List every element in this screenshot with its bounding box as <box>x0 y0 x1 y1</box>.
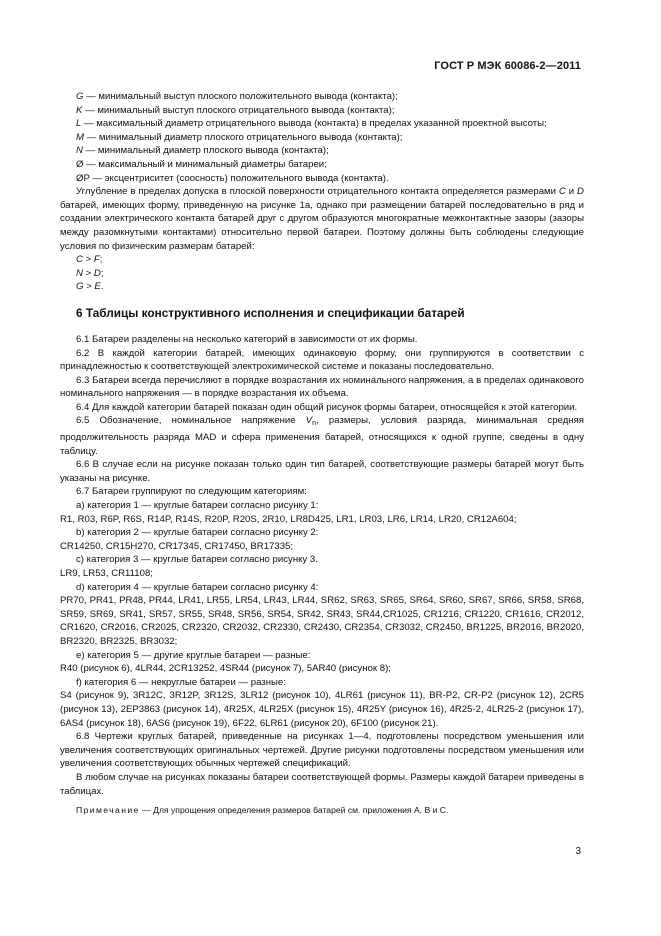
symbol-eccentricity: ØP <box>76 172 90 184</box>
category-3-list: LR9, LR53, CR11108; <box>60 568 153 579</box>
definition-m: M — минимальный диаметр плоского отрицательного вывода (контакта); <box>76 131 403 143</box>
category-2-title: b) категория 2 — круглые батареи согласно рисунку 2: <box>76 527 319 539</box>
page-body <box>60 90 584 818</box>
symbol-l: L <box>76 118 82 130</box>
category-4-title: d) категория 4 — круглые батареи согласно рисунку 4: <box>76 581 319 593</box>
symbol-g: G <box>76 91 84 102</box>
page-number: 3 <box>575 846 581 857</box>
category-6-list: S4 (рисунок 9), 3R12C, 3R12P, 3R12S, 3LR12 (рисунок 10), 4LR61 (рисунок 11), BR-P2, CR-P2 (рисунок 12), 2CR5 (рисунок 13), 2EP3863 (рисунок 14), 4R25X, 4LR25X (рисунок 15), 4R25Y (рисунок 16), 4R25-2, 4LR25-2 (рисунок 17), 6AS4 (рисунок 18), 6AS6 (рисунок 19), 6F22, 6LR61 (рисунок 20), 6F100 (рисунок 21). <box>60 690 584 729</box>
definition-n: N — минимальный диаметр плоского вывода (контакта); <box>76 145 329 157</box>
definition-g: G — минимальный выступ плоского положительного вывода (контакта); <box>76 91 398 102</box>
condition-2: N > D; <box>76 267 104 279</box>
symbol-diameter: Ø <box>76 158 84 170</box>
category-6-title: f) категория 6 — некруглые батареи — разные: <box>76 676 286 688</box>
category-4-list: PR70, PR41, PR48, PR44, LR41, LR55, LR54, LR43, LR44, SR62, SR63, SR65, SR64, SR60, SR67, SR66, SR58, SR68, SR59, SR69, SR41, SR57, SR55, SR48, SR56, SR54, SR42, SR43, SR44,CR1025, CR1216, CR1220, CR1616, CR2012, CR1620, CR2016, CR2025, CR2320, CR2032, CR2330, CR2430, CR2354, CR3032, CR2450, BR1225, BR2016, BR2020, BR2320, BR2325, BR3032; <box>60 595 584 647</box>
definition-eccentricity: ØP — эксцентриситет (соосность) положительного вывода (контакта). <box>76 172 389 184</box>
category-5-title: e) категория 5 — другие круглые батареи — разные: <box>76 649 311 661</box>
category-2-list: CR14250, CR15H270, CR17345, CR17450, BR17335; <box>60 540 294 552</box>
paragraph-6-7: 6.7 Батареи группируют по следующим категориям: <box>76 486 307 498</box>
paragraph-6-2: 6.2 В каждой категории батарей, имеющих одинаковую форму, они группируются в соответствии с принадлежностью к соответствующей электрохимической системе и показаны последовательно. <box>60 347 584 373</box>
paragraph-any-case: В любом случае на рисунках показаны батареи соответствующей формы. Размеры каждой батареи приведены в таблицах. <box>60 771 584 797</box>
symbol-m: M <box>76 131 84 143</box>
note-text: — Для упрощения определения размеров батарей см. приложения А, В и С. <box>139 805 449 816</box>
paragraph-6-5: 6.5 Обозначение, номинальное напряжение $V_n$, размеры, условия разряда, минимальная средняя продолжительность разряда MAD и сфера применения батарей, относящихся к одной группе, сведены в одну таблицу. <box>60 415 584 457</box>
paragraph-6-1: 6.1 Батареи разделены на несколько категорий в зависимости от их формы. <box>76 333 418 345</box>
note-label: Примечание <box>76 805 140 816</box>
paragraph-6-3: 6.3 Батареи всегда перечисляют в порядке возрастания их номинального напряжения, а в пределах одинакового номинального напряжения — в порядке возрастания их объема. <box>60 374 584 400</box>
note <box>60 804 584 818</box>
definition-l: L — максимальный диаметр отрицательного вывода (контакта) в пределах указанной проектной высоты; <box>76 118 547 130</box>
paragraph-6-4: 6.4 Для каждой категории батарей показан один общий рисунок формы батареи, относящейся к этой категории. <box>76 401 578 413</box>
symbol-n: N <box>76 145 83 157</box>
definition-diameter: Ø — максимальный и минимальный диаметры батареи; <box>76 158 327 170</box>
section-title: 6 Таблицы конструктивного исполнения и спецификации батарей <box>76 305 465 320</box>
paragraph-6-8: 6.8 Чертежи круглых батарей, приведенные на рисунках 1—4, подготовлены посредством уменьшения или увеличения соответствующих оригинальных чертежей. Другие рисунки подготовлены посредством уменьшения или увеличения соответствующих обычных чертежей спецификаций. <box>60 731 584 770</box>
paragraph-6-6: 6.6 В случае если на рисунке показан только один тип батарей, соответствующие размеры батарей могут быть указаны на рисунке. <box>60 459 584 484</box>
category-1-list: R1, R03, R6P, R6S, R14P, R14S, R20P, R20S, 2R10, LR8D425, LR1, LR03, LR6, LR14, LR20, CR12A604; <box>60 513 517 525</box>
category-3-title: c) категория 3 — круглые батареи согласно рисунку 3. <box>76 554 318 566</box>
category-1-title: a) категория 1 — круглые батареи согласно рисунку 1: <box>76 500 319 512</box>
condition-1: C > F; <box>76 254 103 266</box>
symbol-k: K <box>76 104 83 116</box>
condition-3: G > E. <box>76 281 104 293</box>
document-header: ГОСТ Р МЭК 60086-2—2011 <box>434 60 581 72</box>
recess-paragraph: Углубление в пределах допуска в плоской поверхности отрицательного контакта определяется размерами C и D батарей, имеющих форму, приведенную на рисунке 1а, однако при размещении батарей последовательно в ряд и создании электрического контакта батарей друг с другом образуются многократные межконтактные зазоры (зазоры между разомкнутыми контактами) относительно первой батареи. Поэтому должны быть соблюдены следующие условия по физическим размерам батарей: <box>60 186 584 252</box>
category-5-list: R40 (рисунок 6), 4LR44, 2CR13252, 4SR44 (рисунок 7), 5AR40 (рисунок 8); <box>60 663 391 675</box>
definition-k: K — минимальный выступ плоского отрицательного вывода (контакта); <box>76 104 395 116</box>
